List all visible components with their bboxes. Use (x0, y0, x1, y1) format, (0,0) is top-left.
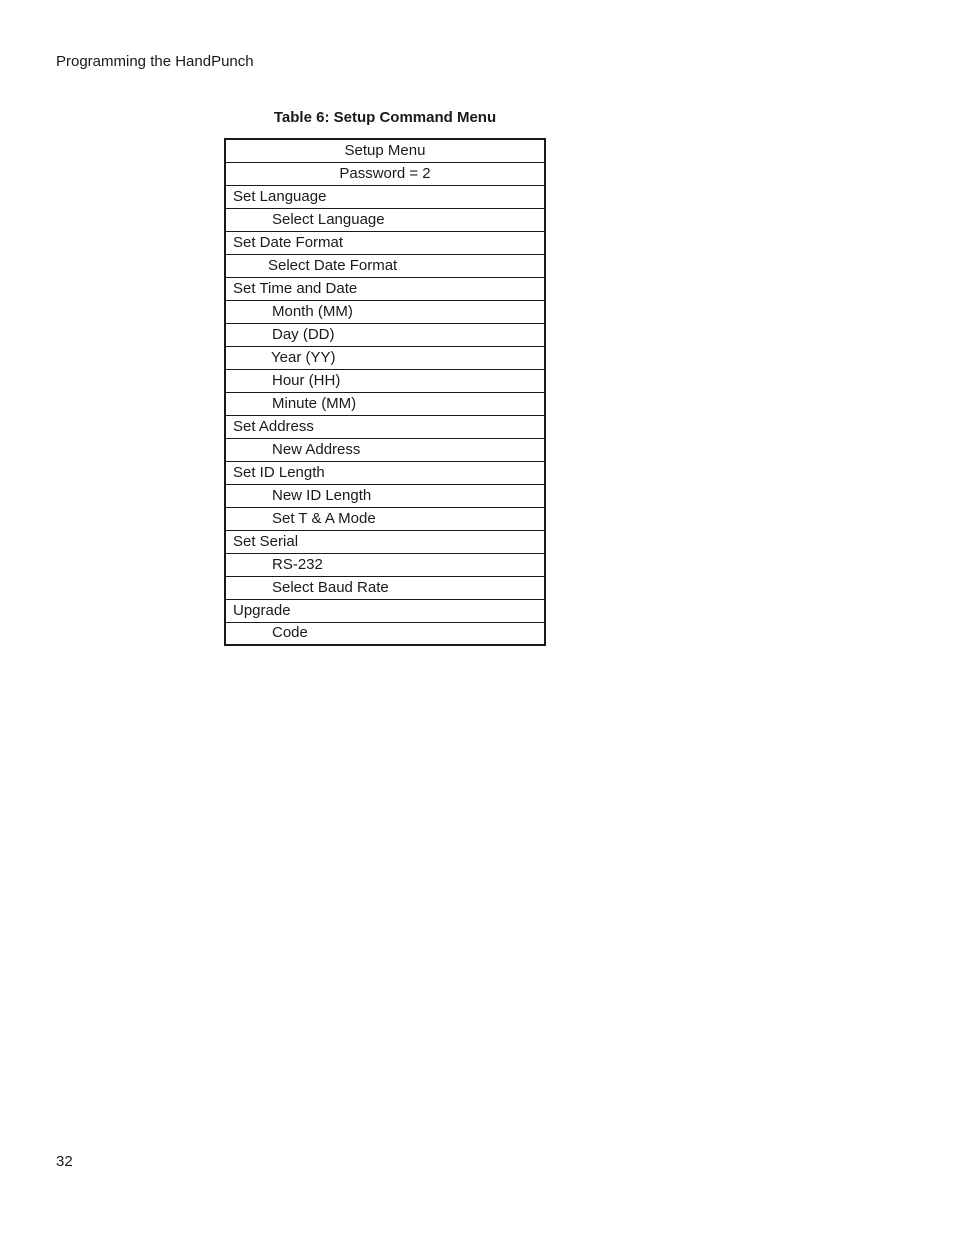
menu-command-cell: Upgrade (225, 599, 545, 622)
menu-subcommand-cell: Month (MM) (225, 300, 545, 323)
menu-subcommand-cell: New ID Length (225, 484, 545, 507)
menu-command-cell: Set Address (225, 415, 545, 438)
menu-title-cell: Setup Menu (225, 139, 545, 162)
menu-subcommand-cell: Code (225, 622, 545, 645)
menu-command-cell: Set Time and Date (225, 277, 545, 300)
table-row (225, 553, 545, 576)
menu-command-cell: Set ID Length (225, 461, 545, 484)
menu-command-cell: Set Serial (225, 530, 545, 553)
menu-subcommand-cell: Select Language (225, 208, 545, 231)
table-row (225, 415, 545, 438)
table-row (225, 530, 545, 553)
table-row (225, 461, 545, 484)
table-row (225, 162, 545, 185)
table-row (225, 139, 545, 162)
table-row (225, 346, 545, 369)
table-caption: Table 6: Setup Command Menu (273, 109, 497, 126)
menu-subcommand-cell: Select Baud Rate (225, 576, 545, 599)
table-row (225, 507, 545, 530)
menu-subcommand-cell: Minute (MM) (225, 392, 545, 415)
menu-command-cell: Set Date Format (225, 231, 545, 254)
page-number: 32 (56, 1153, 73, 1170)
table-row (225, 599, 545, 622)
table-row (225, 231, 545, 254)
menu-subcommand-cell: Day (DD) (225, 323, 545, 346)
table-row (225, 576, 545, 599)
menu-subcommand-cell: Set T & A Mode (225, 507, 545, 530)
menu-subcommand-cell: RS-232 (225, 553, 545, 576)
table-row (225, 438, 545, 461)
table-row (225, 208, 545, 231)
table-row (225, 392, 545, 415)
table-row (225, 622, 545, 645)
table-row (225, 300, 545, 323)
menu-subcommand-cell: New Address (225, 438, 545, 461)
table-row (225, 185, 545, 208)
menu-subcommand-cell: Year (YY) (225, 346, 545, 369)
table-row (225, 484, 545, 507)
table-row (225, 323, 545, 346)
menu-subcommand-cell: Hour (HH) (225, 369, 545, 392)
table-row (225, 277, 545, 300)
table-row (225, 254, 545, 277)
menu-command-cell: Set Language (225, 185, 545, 208)
setup-command-menu-table (224, 138, 546, 646)
menu-subcommand-cell: Select Date Format (225, 254, 545, 277)
running-header: Programming the HandPunch (56, 53, 254, 70)
password-cell: Password = 2 (225, 162, 545, 185)
table-row (225, 369, 545, 392)
